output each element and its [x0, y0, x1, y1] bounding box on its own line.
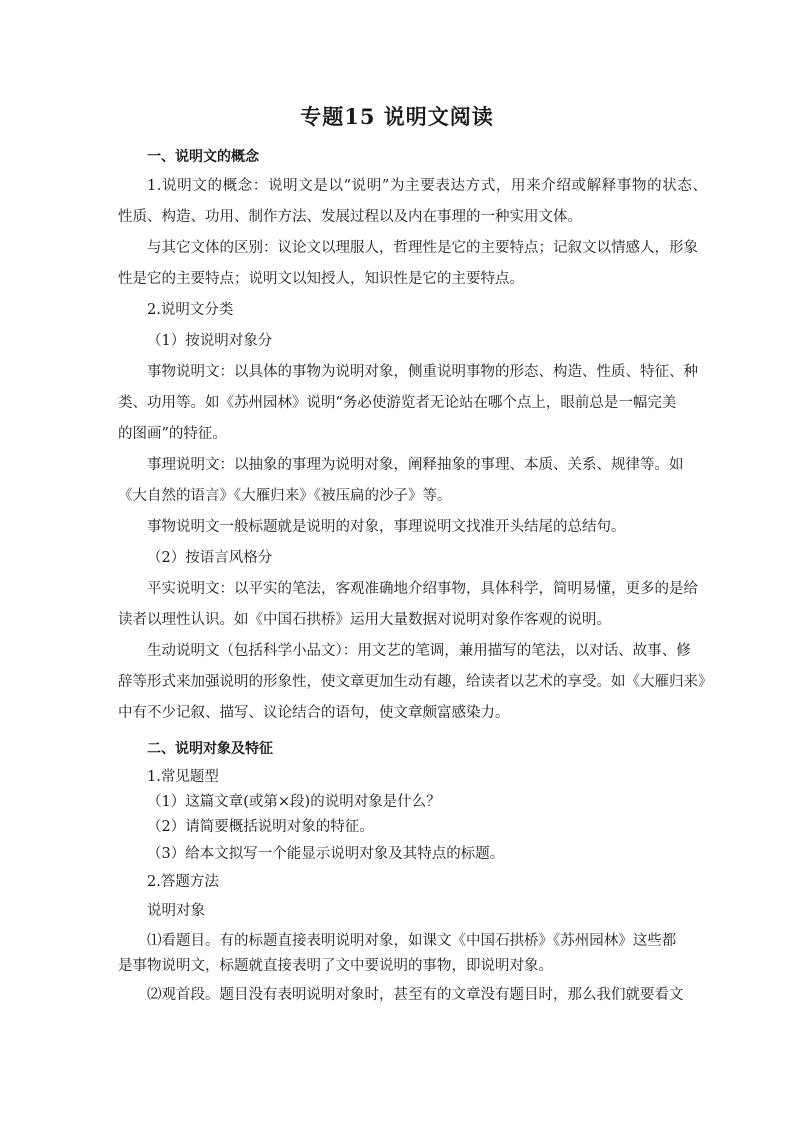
- by-object-heading: （1）按说明对象分: [147, 333, 273, 349]
- thing-desc-line-1: 事物说明文：以具体的事物为说明对象，侧重说明事物的形态、构造、性质、特征、种: [147, 364, 698, 380]
- reason-desc-line-2: 《大自然的语言》《大雁归来》《被压扁的沙子》等。: [118, 488, 452, 504]
- question-item-2: （2）请简要概括说明对象的特征。: [147, 819, 374, 835]
- question-types-heading: 1.常见题型: [147, 769, 219, 785]
- classification-heading: 2.说明文分类: [147, 302, 234, 318]
- reason-desc-line-1: 事理说明文：以抽象的事理为说明对象，阐释抽象的事理、本质、关系、规律等。如: [147, 457, 684, 473]
- section-heading-object: 二、说明对象及特征: [147, 741, 273, 757]
- section-heading-concept: 一、说明文的概念: [147, 149, 259, 165]
- thing-desc-line-2: 类、功用等。如《苏州园林》说明“务必使游览者无论站在哪个点上，眼前总是一幅完美: [118, 395, 677, 411]
- title-note: 事物说明文一般标题就是说明的对象，事理说明文找准开头结尾的总结句。: [147, 519, 626, 535]
- plain-desc-line-1: 平实说明文：以平实的笔法，客观准确地介绍事物，具体科学，简明易懂，更多的是给: [147, 581, 698, 597]
- by-style-heading: （2）按语言风格分: [147, 550, 273, 566]
- method1-line-1: ⑴看题目。有的标题直接表明说明对象，如课文《中国石拱桥》《苏州园林》这些都: [147, 933, 677, 949]
- method2-line-1: ⑵观首段。题目没有表明说明对象时，甚至有的文章没有题目时，那么我们就要看文: [147, 987, 684, 1003]
- vivid-desc-line-3: 中有不少记叙、描写、议论结合的语句，使文章颇富感染力。: [118, 705, 510, 721]
- question-item-3: （3）给本文拟写一个能显示说明对象及其特点的标题。: [147, 846, 505, 862]
- thing-desc-line-3: 的图画”的特征。: [118, 426, 227, 442]
- method-heading: 2.答题方法: [147, 874, 219, 890]
- method1-line-2: 是事物说明文，标题就直接表明了文中要说明的事物，即说明对象。: [118, 958, 553, 974]
- vivid-desc-line-2: 辞等形式来加强说明的形象性，使文章更加生动有趣，给读者以艺术的享受。如《大雁归来》: [118, 674, 713, 690]
- question-item-1: （1）这篇文章(或第×段)的说明对象是什么？: [147, 794, 441, 810]
- vivid-desc-line-1: 生动说明文（包括科学小品文）：用文艺的笔调，兼用描写的笔法，以对话、故事、修: [147, 643, 691, 659]
- difference-line-2: 性是它的主要特点；说明文以知授人，知识性是它的主要特点。: [118, 271, 524, 287]
- object-label: 说明对象: [147, 903, 205, 919]
- plain-desc-line-2: 读者以理性认识。如《中国石拱桥》运用大量数据对说明对象作客观的说明。: [118, 612, 611, 628]
- concept-line-1: 1 . 说 明 文 的 概 念 ： 说 明 文 是 以 “ 说 明 ” 为 主 要 表 达 方 式 ， 用 来 介 绍 或 解 释 事 物 的 状 态 、: [147, 178, 707, 194]
- page-title: 专题15 说明文阅读: [300, 104, 494, 129]
- concept-line-2: 性质、构造、功用、制作方法、发展过程以及内在事理的一种实用文体。: [118, 209, 582, 225]
- difference-line-1: 与其它文体的区别：议论文以理服人，哲理性是它的主要特点；记叙文以情感人，形象: [147, 240, 698, 256]
